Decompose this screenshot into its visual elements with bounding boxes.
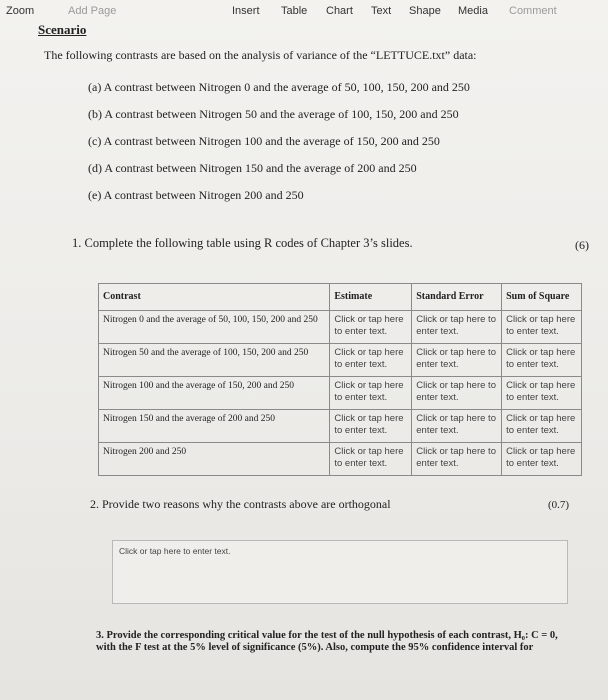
add-page-button[interactable]: Add Page: [68, 5, 117, 17]
estimate-input[interactable]: Click or tap here to enter text.: [330, 344, 412, 377]
table-row: [99, 443, 582, 476]
question-2: 2. Provide two reasons why the contrasts above are orthogonal: [90, 497, 391, 511]
list-item: (b) A contrast between Nitrogen 50 and the average of 100, 150, 200 and 250: [88, 107, 459, 121]
list-item: (e) A contrast between Nitrogen 200 and 250: [88, 188, 304, 202]
sum-of-square-input[interactable]: Click or tap here to enter text.: [502, 344, 582, 377]
contrast-cell: Nitrogen 200 and 250: [99, 443, 330, 476]
contrast-cell: Nitrogen 150 and the average of 200 and 250: [99, 410, 330, 443]
results-table: [98, 283, 582, 476]
chart-button[interactable]: Chart: [326, 5, 353, 17]
comment-button[interactable]: Comment: [509, 5, 557, 17]
contrast-cell: Nitrogen 0 and the average of 50, 100, 150, 200 and 250: [99, 311, 330, 344]
question-2-answer-field[interactable]: [112, 540, 568, 604]
question-2-marks: (0.7): [548, 499, 570, 511]
standard-error-input[interactable]: Click or tap here to enter text.: [412, 311, 502, 344]
question-1: 1. Complete the following table using R codes of Chapter 3’s slides.: [72, 236, 413, 250]
sum-of-square-input[interactable]: Click or tap here to enter text.: [502, 311, 582, 344]
list-item: (c) A contrast between Nitrogen 100 and the average of 150, 200 and 250: [88, 134, 440, 148]
question-3: [96, 630, 566, 654]
contrast-list: [88, 80, 470, 215]
table-button[interactable]: Table: [281, 5, 308, 17]
scenario-heading: Scenario: [38, 22, 87, 37]
header-estimate: Estimate: [330, 284, 412, 311]
estimate-input[interactable]: Click or tap here to enter text.: [330, 443, 412, 476]
list-item: (a) A contrast between Nitrogen 0 and the average of 50, 100, 150, 200 and 250: [88, 80, 470, 94]
standard-error-input[interactable]: Click or tap here to enter text.: [412, 344, 502, 377]
header-sum-of-square: Sum of Square: [502, 284, 582, 311]
question-3-text: Provide the corresponding critical value for the test of the null hypothesis of each contrast, H₀: C = 0, with the F test at the 5% level of significance (5%). Also, compute the 95% confidence interval for: [96, 630, 558, 653]
table-header-row: [99, 284, 582, 311]
contrast-cell: Nitrogen 100 and the average of 150, 200 and 250: [99, 377, 330, 410]
question-1-marks: (6): [575, 238, 589, 252]
shape-button[interactable]: Shape: [409, 5, 441, 17]
answer-placeholder: Click or tap here to enter text.: [119, 546, 231, 556]
contrast-cell: Nitrogen 50 and the average of 100, 150, 200 and 250: [99, 344, 330, 377]
estimate-input[interactable]: Click or tap here to enter text.: [330, 311, 412, 344]
estimate-input[interactable]: Click or tap here to enter text.: [330, 377, 412, 410]
estimate-input[interactable]: Click or tap here to enter text.: [330, 410, 412, 443]
text-button[interactable]: Text: [371, 5, 392, 17]
table-row: [99, 311, 582, 344]
media-button[interactable]: Media: [458, 5, 488, 17]
table-row: [99, 377, 582, 410]
standard-error-input[interactable]: Click or tap here to enter text.: [412, 410, 502, 443]
table-row: [99, 410, 582, 443]
zoom-button[interactable]: Zoom: [6, 5, 35, 17]
sum-of-square-input[interactable]: Click or tap here to enter text.: [502, 410, 582, 443]
table-row: [99, 344, 582, 377]
standard-error-input[interactable]: Click or tap here to enter text.: [412, 377, 502, 410]
list-item: (d) A contrast between Nitrogen 150 and the average of 200 and 250: [88, 161, 417, 175]
question-3-number: 3.: [96, 630, 104, 641]
intro-text: The following contrasts are based on the analysis of variance of the “LETTUCE.txt” data:: [44, 48, 477, 62]
header-contrast: Contrast: [99, 284, 330, 311]
header-standard-error: Standard Error: [412, 284, 502, 311]
insert-button[interactable]: Insert: [232, 5, 260, 17]
standard-error-input[interactable]: Click or tap here to enter text.: [412, 443, 502, 476]
sum-of-square-input[interactable]: Click or tap here to enter text.: [502, 443, 582, 476]
sum-of-square-input[interactable]: Click or tap here to enter text.: [502, 377, 582, 410]
